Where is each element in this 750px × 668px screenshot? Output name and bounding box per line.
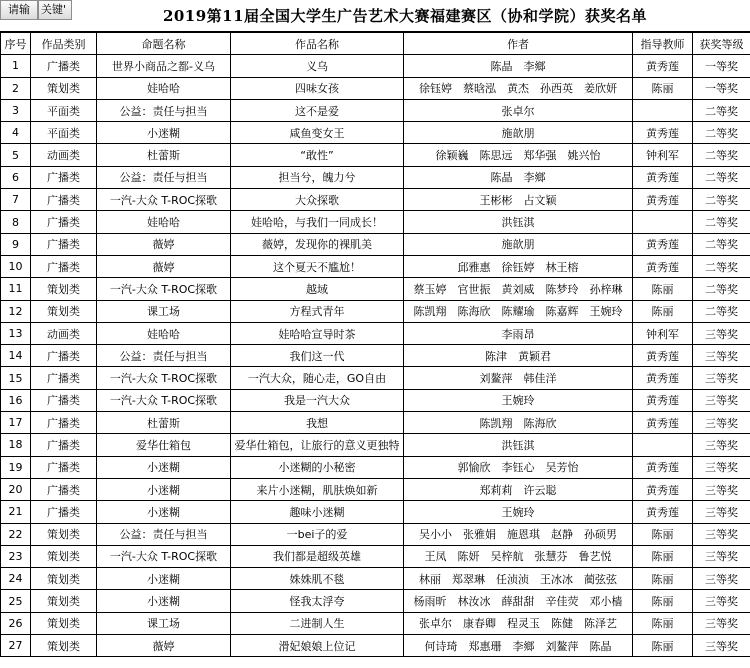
header-work-name: 作品名称 xyxy=(231,33,404,55)
cell-work-name: 这不是爱 xyxy=(231,99,404,121)
cell-category: 策划类 xyxy=(31,77,97,99)
cell-award: 二等奖 xyxy=(693,278,750,300)
cell-teacher xyxy=(633,211,693,233)
cell-teacher: 黄秀莲 xyxy=(633,55,693,77)
cell-work-name: 姝姝肌不毯 xyxy=(231,568,404,590)
cell-teacher: 陈丽 xyxy=(633,545,693,567)
cell-topic: 杜蕾斯 xyxy=(97,144,231,166)
cell-index: 16 xyxy=(1,389,31,411)
cell-topic: 一汽-大众 T-ROC探歌 xyxy=(97,278,231,300)
cell-authors: 张卓尔 xyxy=(404,99,633,121)
cell-category: 广播类 xyxy=(31,412,97,434)
cell-index: 14 xyxy=(1,345,31,367)
cell-work-name: 小迷糊的小秘密 xyxy=(231,456,404,478)
cell-topic: 杜蕾斯 xyxy=(97,412,231,434)
cell-work-name: 方程式青年 xyxy=(231,300,404,322)
cell-award: 二等奖 xyxy=(693,255,750,277)
cell-topic: 一汽-大众 T-ROC探歌 xyxy=(97,367,231,389)
cell-category: 平面类 xyxy=(31,99,97,121)
cell-award: 三等奖 xyxy=(693,389,750,411)
cell-authors: 洪钰淇 xyxy=(404,211,633,233)
cell-authors: 陈晶 李鄉 xyxy=(404,166,633,188)
cell-award: 一等奖 xyxy=(693,77,750,99)
cell-index: 24 xyxy=(1,568,31,590)
cell-authors: 邱雅惠 徐钰婷 林王榕 xyxy=(404,255,633,277)
cell-teacher: 黄秀莲 xyxy=(633,345,693,367)
cell-work-name: 爱华仕箱包，让旅行的意义更独特 xyxy=(231,434,404,456)
cell-teacher: 陈丽 xyxy=(633,635,693,657)
cell-category: 动画类 xyxy=(31,144,97,166)
cell-index: 25 xyxy=(1,590,31,612)
cell-topic: 薇婷 xyxy=(97,635,231,657)
cell-authors: 郭愉欣 李钰心 吴芳怡 xyxy=(404,456,633,478)
cell-award: 三等奖 xyxy=(693,412,750,434)
cell-teacher: 钟利军 xyxy=(633,144,693,166)
cell-category: 广播类 xyxy=(31,501,97,523)
cell-award: 二等奖 xyxy=(693,300,750,322)
cell-award: 三等奖 xyxy=(693,612,750,634)
table-row xyxy=(1,77,750,99)
table-row xyxy=(1,345,750,367)
cell-work-name: 担当兮，魄力兮 xyxy=(231,166,404,188)
cell-award: 二等奖 xyxy=(693,144,750,166)
table-row xyxy=(1,456,750,478)
cell-category: 广播类 xyxy=(31,55,97,77)
cell-teacher: 钟利军 xyxy=(633,322,693,344)
cell-teacher: 陈丽 xyxy=(633,523,693,545)
cell-topic: 小迷糊 xyxy=(97,456,231,478)
table-row xyxy=(1,545,750,567)
cell-work-name: 咸鱼变女王 xyxy=(231,122,404,144)
cell-authors: 陈凯翔 陈海欣 陈耀瑜 陈嘉辉 王婉玲 xyxy=(404,300,633,322)
cell-work-name: 我们都是超级英雄 xyxy=(231,545,404,567)
cell-index: 18 xyxy=(1,434,31,456)
cell-award: 三等奖 xyxy=(693,568,750,590)
cell-category: 策划类 xyxy=(31,568,97,590)
cell-teacher: 黄秀莲 xyxy=(633,189,693,211)
cell-topic: 娃哈哈 xyxy=(97,322,231,344)
cell-topic: 课工场 xyxy=(97,300,231,322)
cell-topic: 娃哈哈 xyxy=(97,211,231,233)
cell-authors: 陈津 黄颖君 xyxy=(404,345,633,367)
cell-category: 广播类 xyxy=(31,478,97,500)
cell-work-name: 越域 xyxy=(231,278,404,300)
cell-work-name: 一汽大众，随心走，GO自由 xyxy=(231,367,404,389)
cell-work-name: 义乌 xyxy=(231,55,404,77)
cell-category: 动画类 xyxy=(31,322,97,344)
cell-topic: 公益：责任与担当 xyxy=(97,345,231,367)
cell-authors: 吴小小 张雅娟 施恩琪 赵静 孙硕男 xyxy=(404,523,633,545)
cell-category: 策划类 xyxy=(31,590,97,612)
table-row xyxy=(1,99,750,121)
cell-authors: 王彬彬 占文颖 xyxy=(404,189,633,211)
cell-award: 三等奖 xyxy=(693,367,750,389)
cell-category: 策划类 xyxy=(31,278,97,300)
cell-work-name: 娃哈哈，与我们一同成长！ xyxy=(231,211,404,233)
cell-work-name: 一bei子的爱 xyxy=(231,523,404,545)
cell-teacher xyxy=(633,434,693,456)
cell-topic: 小迷糊 xyxy=(97,501,231,523)
cell-authors: 张卓尔 康春卿 程灵玉 陈健 陈泽艺 xyxy=(404,612,633,634)
cell-index: 7 xyxy=(1,189,31,211)
table-row xyxy=(1,590,750,612)
cell-work-name: 这个夏天不尴尬！ xyxy=(231,255,404,277)
cell-index: 11 xyxy=(1,278,31,300)
table-row xyxy=(1,523,750,545)
cell-teacher: 黄秀莲 xyxy=(633,456,693,478)
cell-teacher: 黄秀莲 xyxy=(633,166,693,188)
cell-authors: 陈凯翔 陈海欣 xyxy=(404,412,633,434)
table-row xyxy=(1,144,750,166)
cell-work-name: 娃哈哈宣导时茶 xyxy=(231,322,404,344)
cell-work-name: 四味女孩 xyxy=(231,77,404,99)
cell-award: 三等奖 xyxy=(693,545,750,567)
table-row xyxy=(1,635,750,657)
header-teacher: 指导教师 xyxy=(633,33,693,55)
cell-index: 22 xyxy=(1,523,31,545)
cell-award: 二等奖 xyxy=(693,99,750,121)
cell-category: 广播类 xyxy=(31,166,97,188)
cell-index: 20 xyxy=(1,478,31,500)
cell-topic: 课工场 xyxy=(97,612,231,634)
cell-work-name: 来片小迷糊，肌肤焕如新 xyxy=(231,478,404,500)
cell-index: 3 xyxy=(1,99,31,121)
cell-teacher: 陈丽 xyxy=(633,612,693,634)
cell-index: 4 xyxy=(1,122,31,144)
table-row xyxy=(1,501,750,523)
cell-authors: 刘鳌萍 韩佳洋 xyxy=(404,367,633,389)
header-authors: 作者 xyxy=(404,33,633,55)
cell-category: 广播类 xyxy=(31,389,97,411)
cell-index: 21 xyxy=(1,501,31,523)
table-row xyxy=(1,211,750,233)
cell-award: 二等奖 xyxy=(693,189,750,211)
table-row xyxy=(1,478,750,500)
cell-index: 23 xyxy=(1,545,31,567)
cell-teacher: 陈丽 xyxy=(633,77,693,99)
cell-index: 2 xyxy=(1,77,31,99)
table-row xyxy=(1,233,750,255)
cell-award: 二等奖 xyxy=(693,122,750,144)
header-topic: 命题名称 xyxy=(97,33,231,55)
cell-authors: 王婉玲 xyxy=(404,389,633,411)
cell-topic: 爱华仕箱包 xyxy=(97,434,231,456)
cell-topic: 薇婷 xyxy=(97,233,231,255)
cell-authors: 蔡玉婷 官世振 黄刘威 陈梦玲 孙梓琳 xyxy=(404,278,633,300)
cell-award: 三等奖 xyxy=(693,322,750,344)
cell-index: 12 xyxy=(1,300,31,322)
cell-category: 策划类 xyxy=(31,545,97,567)
cell-topic: 薇婷 xyxy=(97,255,231,277)
sheet-title: 2019第11届全国大学生广告艺术大赛福建赛区（协和学院）获奖名单 xyxy=(162,7,648,25)
cell-topic: 公益：责任与担当 xyxy=(97,99,231,121)
cell-topic: 小迷糊 xyxy=(97,568,231,590)
cell-category: 广播类 xyxy=(31,345,97,367)
cell-award: 一等奖 xyxy=(693,55,750,77)
table-row xyxy=(1,612,750,634)
cell-work-name: 我是一汽大众 xyxy=(231,389,404,411)
cell-authors: 施歆朋 xyxy=(404,122,633,144)
cell-index: 27 xyxy=(1,635,31,657)
header-category: 作品类别 xyxy=(31,33,97,55)
cell-category: 广播类 xyxy=(31,233,97,255)
cell-teacher: 黄秀莲 xyxy=(633,389,693,411)
cell-teacher xyxy=(633,99,693,121)
cell-category: 广播类 xyxy=(31,189,97,211)
cell-authors: 王婉玲 xyxy=(404,501,633,523)
cell-award: 二等奖 xyxy=(693,166,750,188)
cell-category: 策划类 xyxy=(31,300,97,322)
cell-authors: 洪钰淇 xyxy=(404,434,633,456)
cell-award: 三等奖 xyxy=(693,345,750,367)
cell-work-name: 大众探歌 xyxy=(231,189,404,211)
cell-work-name: 怪我太浮夸 xyxy=(231,590,404,612)
cell-work-name: 滑妃娘娘上位记 xyxy=(231,635,404,657)
cell-authors: 林丽 郑翠琳 任浈浈 王冰冰 蔺弦弦 xyxy=(404,568,633,590)
cell-authors: 杨雨昕 林汝冰 薛甜甜 辛佳荧 邓小樯 xyxy=(404,590,633,612)
table-row xyxy=(1,568,750,590)
cell-topic: 公益：责任与担当 xyxy=(97,166,231,188)
table-row xyxy=(1,189,750,211)
cell-award: 二等奖 xyxy=(693,211,750,233)
cell-award: 三等奖 xyxy=(693,478,750,500)
table-row xyxy=(1,389,750,411)
cell-teacher: 黄秀莲 xyxy=(633,233,693,255)
cell-award: 三等奖 xyxy=(693,501,750,523)
cell-teacher: 陈丽 xyxy=(633,300,693,322)
cell-index: 13 xyxy=(1,322,31,344)
cell-category: 广播类 xyxy=(31,456,97,478)
cell-category: 策划类 xyxy=(31,612,97,634)
cell-index: 6 xyxy=(1,166,31,188)
table-row xyxy=(1,367,750,389)
cell-topic: 一汽-大众 T-ROC探歌 xyxy=(97,389,231,411)
cell-topic: 小迷糊 xyxy=(97,478,231,500)
cell-authors: 王凤 陈妍 吴梓航 张慧芬 鲁艺悦 xyxy=(404,545,633,567)
cell-work-name: 我们这一代 xyxy=(231,345,404,367)
cell-work-name: 薇婷，发现你的裸肌美 xyxy=(231,233,404,255)
cell-work-name: “敢性” xyxy=(231,144,404,166)
header-award: 获奖等级 xyxy=(693,33,750,55)
awards-table xyxy=(0,32,750,657)
cell-category: 平面类 xyxy=(31,122,97,144)
cell-category: 广播类 xyxy=(31,211,97,233)
cell-authors: 施歆朋 xyxy=(404,233,633,255)
cell-index: 5 xyxy=(1,144,31,166)
search-input-button[interactable]: 请输 xyxy=(0,0,38,20)
cell-authors: 徐钰婷 蔡晗泓 黄杰 孙西英 姜欣妍 xyxy=(404,77,633,99)
table-row xyxy=(1,166,750,188)
cell-category: 广播类 xyxy=(31,434,97,456)
cell-authors: 徐颖巍 陈思远 郑华强 姚兴怡 xyxy=(404,144,633,166)
cell-award: 三等奖 xyxy=(693,590,750,612)
table-row xyxy=(1,55,750,77)
cell-work-name: 二进制人生 xyxy=(231,612,404,634)
header-row xyxy=(1,33,750,55)
cell-authors: 郑莉莉 许云聪 xyxy=(404,478,633,500)
cell-authors: 李雨昂 xyxy=(404,322,633,344)
table-row xyxy=(1,278,750,300)
table-row xyxy=(1,434,750,456)
cell-index: 1 xyxy=(1,55,31,77)
table-row xyxy=(1,300,750,322)
cell-authors: 何诗琦 郑惠珊 李鄉 刘鳌萍 陈晶 xyxy=(404,635,633,657)
cell-award: 三等奖 xyxy=(693,434,750,456)
cell-teacher: 黄秀莲 xyxy=(633,478,693,500)
cell-work-name: 趣味小迷糊 xyxy=(231,501,404,523)
cell-teacher: 黄秀莲 xyxy=(633,501,693,523)
cell-teacher: 黄秀莲 xyxy=(633,367,693,389)
cell-topic: 小迷糊 xyxy=(97,590,231,612)
cell-category: 广播类 xyxy=(31,367,97,389)
table-row xyxy=(1,255,750,277)
toolbar xyxy=(0,0,72,20)
cell-topic: 世界小商品之都-义乌 xyxy=(97,55,231,77)
cell-award: 三等奖 xyxy=(693,635,750,657)
cell-award: 三等奖 xyxy=(693,523,750,545)
cell-index: 8 xyxy=(1,211,31,233)
cell-teacher: 陈丽 xyxy=(633,568,693,590)
cell-category: 策划类 xyxy=(31,635,97,657)
cell-topic: 小迷糊 xyxy=(97,122,231,144)
header-index: 序号 xyxy=(1,33,31,55)
table-row xyxy=(1,122,750,144)
cell-topic: 一汽-大众 T-ROC探歌 xyxy=(97,545,231,567)
cell-topic: 一汽-大众 T-ROC探歌 xyxy=(97,189,231,211)
cell-category: 广播类 xyxy=(31,255,97,277)
cell-teacher: 黄秀莲 xyxy=(633,412,693,434)
cell-award: 三等奖 xyxy=(693,456,750,478)
cell-teacher: 陈丽 xyxy=(633,278,693,300)
table-row xyxy=(1,412,750,434)
table-row xyxy=(1,322,750,344)
cell-index: 9 xyxy=(1,233,31,255)
cell-award: 二等奖 xyxy=(693,233,750,255)
cell-topic: 公益：责任与担当 xyxy=(97,523,231,545)
cell-category: 策划类 xyxy=(31,523,97,545)
cell-teacher: 黄秀莲 xyxy=(633,122,693,144)
cell-teacher: 黄秀莲 xyxy=(633,255,693,277)
title-row xyxy=(0,0,750,32)
cell-index: 19 xyxy=(1,456,31,478)
cell-teacher: 陈丽 xyxy=(633,590,693,612)
cell-index: 17 xyxy=(1,412,31,434)
cell-index: 15 xyxy=(1,367,31,389)
cell-index: 26 xyxy=(1,612,31,634)
cell-index: 10 xyxy=(1,255,31,277)
cell-topic: 娃哈哈 xyxy=(97,77,231,99)
cell-authors: 陈晶 李鄉 xyxy=(404,55,633,77)
keyword-button[interactable]: 关键' xyxy=(38,0,72,20)
cell-work-name: 我想 xyxy=(231,412,404,434)
